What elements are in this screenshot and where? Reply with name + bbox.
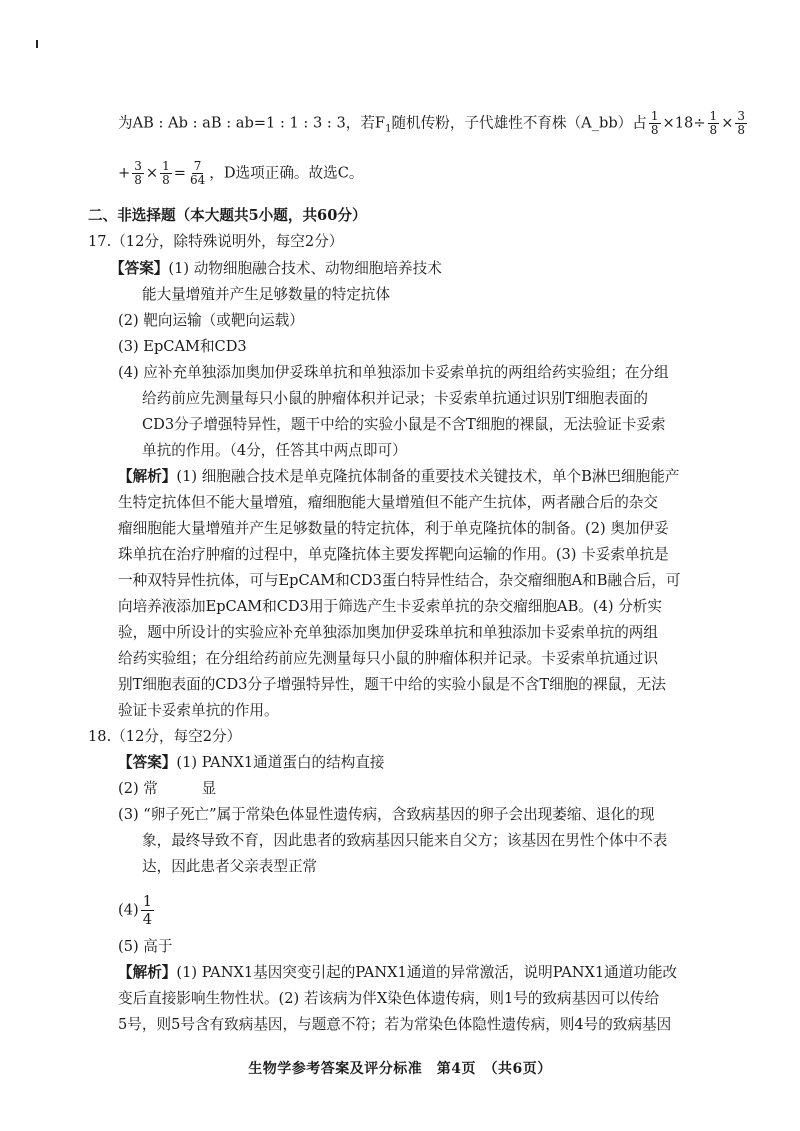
q17-explanation: 给药实验组；在分组给药前应先测量每只小鼠的肿瘤体积并记录。卡妥索单抗通过识 xyxy=(118,650,658,667)
q17-answer-4: 给药前应先测量每只小鼠的肿瘤体积并记录；卡妥索单抗通过识别T细胞表面的 xyxy=(142,390,648,407)
q17-explanation: 生特定抗体但不能大量增殖，瘤细胞能大量增殖但不能产生抗体，两者融合后的杂交 xyxy=(118,494,658,511)
scan-mark xyxy=(36,40,38,48)
fraction: $\frac{1}{8}$ xyxy=(162,159,170,187)
q18-heading: 18.（12分，每空2分） xyxy=(88,728,242,745)
q17-answer-4: CD3分子增强特异性，题干中给的实验小鼠是不含T细胞的裸鼠，无法验证卡妥索 xyxy=(142,416,666,433)
q18-explanation: 变后直接影响生物性状。(2) 若该病为伴X染色体遗传病，则1号的致病基因可以传给 xyxy=(118,990,660,1007)
section-heading: 二、非选择题（本大题共5小题，共60分） xyxy=(88,207,367,224)
fraction: $\frac{1}{8}$ xyxy=(709,109,718,137)
q17-explanation: 验证卡妥索单抗的作用。 xyxy=(118,702,279,719)
q17-explanation: 珠单抗在治疗肿瘤的过程中，单克隆抗体主要发挥靶向运输的作用。(3) 卡妥索单抗是 xyxy=(118,546,669,563)
q17-answer-1b: 能大量增殖并产生足够数量的特定抗体 xyxy=(142,286,391,303)
fraction: $\frac{7}{64}$ xyxy=(189,159,206,187)
q17-explanation: 别T细胞表面的CD3分子增强特异性，题干中给的实验小鼠是不含T细胞的裸鼠，无法 xyxy=(118,676,666,693)
fraction: $\frac{1}{8}$ xyxy=(650,109,659,137)
q17-heading: 17.（12分，除特殊说明外，每空2分） xyxy=(88,233,344,250)
q18-answer-3: 象，最终导致不育，因此患者的致病基因只能来自父方；该基因在男性个体中不表 xyxy=(142,832,668,849)
q17-explanation: 验，题中所设计的实验应补充单独添加奥加伊妥珠单抗和单独添加卡妥索单抗的两组 xyxy=(118,624,658,641)
q18-answer-2: (2) 常 显 xyxy=(118,780,217,797)
q18-explanation: 【解析】(1) PANX1基因突变引起的PANX1通道的异常激活，说明PANX1通道功能改 xyxy=(118,964,678,981)
q18-answer-5: (5) 高于 xyxy=(118,938,173,955)
top-line-1: 为AB : Ab : aB : ab=1 : 1 : 3 : 3，若$F_1$随机传粉，子代雄性不育株（A_bb）占 $\frac{1}{8}$ ×18÷ $\frac{1}{8}$ × $\frac{3}{8}$ xyxy=(118,109,746,137)
q17-explanation: 向培养液添加EpCAM和CD3用于筛选产生卡妥索单抗的杂交瘤细胞AB。(4) 分析实 xyxy=(118,598,662,615)
q17-explanation: 瘤细胞能大量增殖并产生足够数量的特定抗体，利于单克隆抗体的制备。(2) 奥加伊妥 xyxy=(118,520,669,537)
q18-answer-1: 【答案】(1) PANX1通道蛋白的结构直接 xyxy=(118,754,385,771)
q17-answer-4: 单抗的作用。（4分，任答其中两点即可） xyxy=(142,442,407,459)
page-footer: 生物学参考答案及评分标准 第4页 （共6页） xyxy=(248,1061,552,1077)
q18-answer-3: (3) “卵子死亡”属于常染色体显性遗传病，含致病基因的卵子会出现萎缩、退化的现 xyxy=(118,806,655,823)
q17-answer-1: 【答案】(1) 动物细胞融合技术、动物细胞培养技术 xyxy=(110,260,442,277)
fraction: $\frac{1}{4}$ xyxy=(142,893,152,928)
q17-explanation: 【解析】(1) 细胞融合技术是单克隆抗体制备的重要技术关键技术，单个B淋巴细胞能产 xyxy=(118,468,680,485)
q17-explanation: 一种双特异性抗体，可与EpCAM和CD3蛋白特异性结合，杂交瘤细胞A和B融合后，可 xyxy=(118,572,681,589)
q18-explanation: 5号，则5号含有致病基因，与题意不符；若为常染色体隐性遗传病，则4号的致病基因 xyxy=(118,1016,672,1033)
top-line-2: + $\frac{3}{8}$ × $\frac{1}{8}$ = $\frac{7}{64}$ ，D选项正确。故选C。 xyxy=(118,159,364,187)
fraction: $\frac{3}{8}$ xyxy=(134,159,142,187)
fraction: $\frac{3}{8}$ xyxy=(737,109,746,137)
q17-answer-2: (2) 靶向运输（或靶向运载） xyxy=(118,312,304,329)
q18-answer-4: (4) $\frac{1}{4}$ xyxy=(118,893,152,928)
q18-answer-3: 达，因此患者父亲表型正常 xyxy=(142,858,318,875)
q17-answer-4: (4) 应补充单独添加奥加伊妥珠单抗和单独添加卡妥索单抗的两组给药实验组；在分组 xyxy=(118,364,669,381)
q17-answer-3: (3) EpCAM和CD3 xyxy=(118,338,247,355)
